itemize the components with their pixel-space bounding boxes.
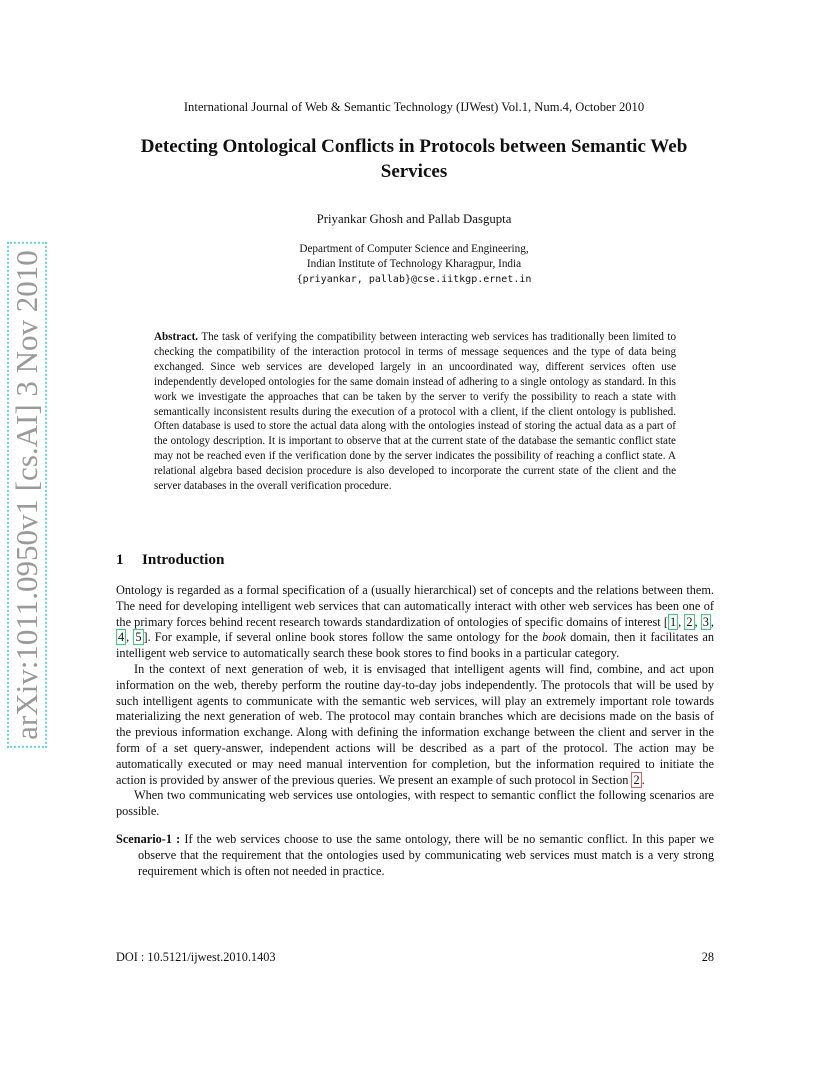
paragraph-3: When two communicating web services use ontologies, with respect to semantic conflict the following scenarios are possible. <box>116 788 714 819</box>
abstract-block <box>154 330 676 494</box>
citation-link[interactable]: 3 <box>702 614 709 629</box>
abstract-text: The task of verifying the compatibility between interacting web services has traditionally been limited to checking the compatibility of the interaction protocol in terms of message sequences and the type of data being exchanged. Since web services are developed largely in an uncoordinated way, different services often use independently developed ontologies for the same domain instead of adhering to a single ontology as standard. In this work we investigate the approaches that can be taken by the server to verify the possibility to reach a state with semantically inconsistent results during the execution of a protocol with a client, if the client ontology is published. Often database is used to store the actual data along with the ontologies instead of storing the actual data as a part of the ontology description. It is important to observe that at the current state of the database the semantic conflict state may not be reached even if the verification done by the server indicates the possibility of reaching a conflict state. A relational algebra based decision procedure is also developed to incorporate the current state of the client and the server databases in the overall verification procedure. <box>154 331 677 493</box>
scenario-label: Scenario-1 : <box>116 831 181 846</box>
citation-link[interactable]: 2 <box>686 614 693 629</box>
scenario-1 <box>116 832 714 879</box>
paragraph-1-text-a: Ontology is regarded as a formal specification of a (usually hierarchical) set of concepts and the relations between them. The need for developing intelligent web services that can automatically interact with other web services has been one of the primary forces behind recent research towards standardization of ontologies of specific domains of interest [ <box>116 583 714 629</box>
paragraph-2-text-b: . <box>641 772 645 787</box>
citation-link[interactable]: 5 <box>135 630 142 645</box>
arxiv-sidebar <box>4 250 50 740</box>
paragraph-1-text-c: domain, then it facilitates an intelligent web service to automatically search these book stores to find books in a particular category. <box>116 630 714 661</box>
affiliation-department: Department of Computer Science and Engineering, <box>299 243 529 255</box>
paper-title: Detecting Ontological Conflicts in Protocols between Semantic Web Services <box>140 136 688 182</box>
scenario-text: If the web services choose to use the same ontology, there will be no semantic conflict. In this paper we observe that the requirement that the ontologies used by communicating web services must match is a very strong requirement which is often not needed in practice. <box>138 831 714 878</box>
affiliation <box>0 242 828 287</box>
section-number: 1 <box>116 551 124 568</box>
section-title: Introduction <box>142 551 225 568</box>
body-text <box>116 583 714 879</box>
paragraph-1-emphasis: book <box>542 630 566 645</box>
section-heading-introduction <box>116 551 224 569</box>
page-number: 28 <box>701 950 714 964</box>
citation-link[interactable]: 4 <box>118 630 125 645</box>
paragraph-2 <box>116 662 714 788</box>
section-reference-link[interactable]: 2 <box>633 772 640 787</box>
author-email: {priyankar, pallab}@cse.iitkgp.ernet.in <box>296 274 532 285</box>
paragraph-1: Ontology is regarded as a formal specification of a (usually hierarchical) set of concepts and the relations between them. The need for developing intelligent web services that can automatically interact with other web services has been one of the primary forces behind recent research towards standardization of ontologies of specific domains of interest [ 1 , 2 , 3 , 4 , 5 ]. For example, if several online book stores follow the same ontology for the book domain, then it facilitates an intelligent web service to automatically search these book stores to find books in a particular category. <box>116 583 714 661</box>
affiliation-institute: Indian Institute of Technology Kharagpur, India <box>306 258 522 270</box>
arxiv-identifier[interactable]: arXiv:1011.0950v1 [cs.AI] 3 Nov 2010 <box>7 242 47 748</box>
abstract-label: Abstract. <box>154 331 199 343</box>
paragraph-2-text-a: In the context of next generation of web, it is envisaged that intelligent agents will find, combine, and act upon information on the web, thereby perform the routine day-to-day jobs independently. The protocols that will be used by such intelligent agents to communicate with the semantic web services, will play an extremely important role towards materializing the next generation of web. The protocol may contain branches which are decisions made on the basis of the previous information exchange. Along with defining the information exchange between the client and server in the form of a set query-answer, independent actions will be described as a part of the protocol. The action may be automatically executed or may need manual intervention for completion, but the information required to initiate the action is provided by answer of the previous queries. We present an example of such protocol in Section <box>116 661 714 787</box>
paper-authors: Priyankar Ghosh and Pallab Dasgupta <box>316 212 512 226</box>
citation-link[interactable]: 1 <box>669 614 677 629</box>
footer-doi: DOI : 10.5121/ijwest.2010.1403 <box>116 950 276 964</box>
journal-header: International Journal of Web & Semantic Technology (IJWest) Vol.1, Num.4, October 2010 <box>183 100 645 114</box>
paragraph-1-text-b: ]. For example, if several online book stores follow the same ontology for the <box>143 630 543 645</box>
